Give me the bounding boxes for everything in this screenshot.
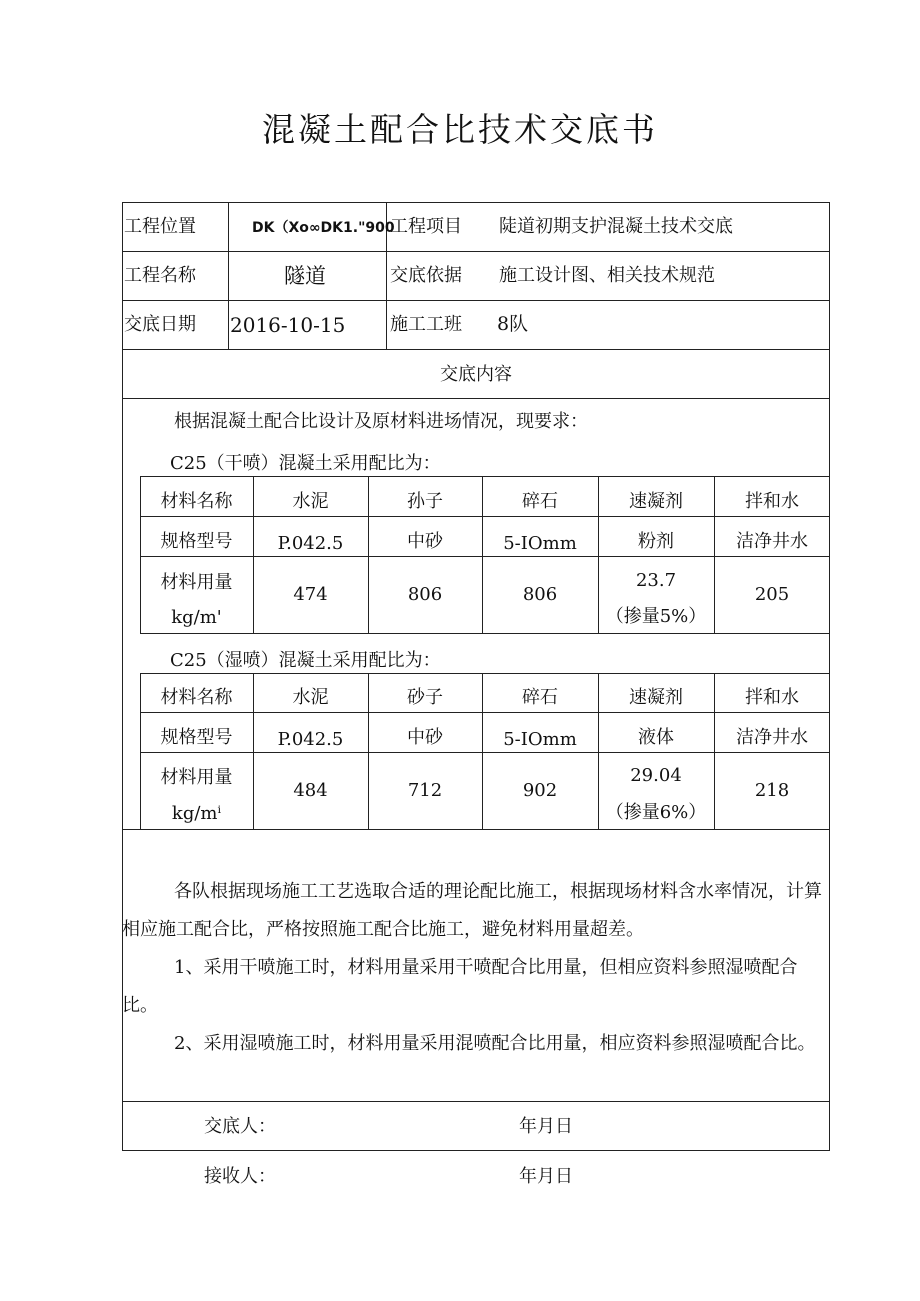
table-header-cell: 速凝剂 [629, 491, 683, 512]
row-divider [122, 1101, 830, 1102]
table-cell: 粉剂 [638, 531, 674, 552]
table-header-cell: 拌和水 [745, 687, 799, 708]
table-header-cell: 水泥 [292, 491, 329, 512]
table-line [140, 516, 830, 517]
table-cell: 29.04 [630, 765, 682, 786]
team-value: 8队 [497, 313, 529, 335]
table-cell: 218 [754, 780, 790, 801]
table-cell: 材料用量 [160, 767, 233, 788]
table-header-cell: 拌和水 [745, 491, 799, 512]
receiver-label: 接收人： [204, 1166, 276, 1187]
table-header-cell: 碎石 [522, 491, 558, 512]
paragraph: 各队根据现场施工工艺选取合适的理论配比施工，根据现场材料含水率情况，计算相应施工配合比，严格按照施工配合比施工，避免材料用量超差。 [122, 881, 822, 940]
basis-label: 交底依据 [390, 265, 462, 286]
table-header-cell: 材料名称 [160, 687, 233, 708]
instructions [122, 873, 830, 1063]
location-label: 工程位置 [124, 216, 196, 237]
table-cell: P.042.5 [277, 533, 344, 554]
location-value: DK（Xo∞DK1."900 [252, 220, 395, 236]
table-line [122, 829, 830, 830]
table-line [140, 476, 830, 477]
table-cell: 712 [407, 780, 443, 801]
table-line [140, 633, 830, 634]
table-header-cell: 速凝剂 [629, 687, 683, 708]
issuer-date: 年月日 [519, 1116, 573, 1137]
project-label: 工程项目 [390, 216, 462, 237]
table-cell: 474 [293, 584, 328, 605]
date-label: 交底日期 [124, 314, 196, 335]
table-cell: 材料用量 [160, 572, 233, 593]
table-cell: kg∕mⁱ [171, 803, 222, 824]
dry-mix-title: C25（干喷）混凝土采用配比为： [170, 453, 441, 474]
table-cell: 规格型号 [160, 531, 233, 552]
paragraph: 1、采用干喷施工时，材料用量采用干喷配合比用量，但相应资料参照湿喷配合比。 [122, 957, 798, 1016]
table-cell: 806 [407, 584, 443, 605]
table-cell: 484 [293, 780, 328, 801]
name-value: 隧道 [284, 264, 326, 288]
issuer-label: 交底人： [204, 1116, 276, 1137]
table-cell: 液体 [638, 727, 674, 748]
table-cell: 洁净井水 [736, 727, 808, 748]
table-header-cell: 孙子 [407, 491, 443, 512]
table-cell: 806 [522, 584, 558, 605]
table-header-cell: 砂子 [407, 687, 443, 708]
table-cell: 902 [522, 780, 558, 801]
table-line [140, 712, 830, 713]
date-value: 2016-10-15 [230, 313, 346, 337]
table-cell: （掺量5%） [605, 606, 707, 627]
table-cell: P.042.5 [277, 729, 344, 750]
wet-mix-title: C25（湿喷）混凝土采用配比为： [170, 650, 441, 671]
intro-text: 根据混凝土配合比设计及原材料进场情况，现要求： [174, 411, 588, 432]
table-cell: 5-IOmm [503, 533, 577, 554]
team-label: 施工工班 [390, 314, 462, 335]
content-heading: 交底内容 [440, 364, 512, 385]
table-cell: 23.7 [635, 570, 677, 591]
table-cell: 中砂 [407, 531, 443, 552]
table-header-cell: 水泥 [292, 687, 329, 708]
table-line [140, 673, 830, 674]
project-value: 陡道初期支护混凝土技术交底 [499, 216, 733, 237]
row-divider [122, 349, 830, 350]
table-cell: （掺量6%） [605, 802, 707, 823]
table-line [140, 752, 830, 753]
receiver-date: 年月日 [519, 1166, 573, 1187]
row-divider [122, 398, 830, 399]
table-header-cell: 碎石 [522, 687, 558, 708]
table-cell: 洁净井水 [736, 531, 808, 552]
basis-value: 施工设计图、相关技术规范 [499, 265, 715, 286]
table-cell: 中砂 [407, 727, 443, 748]
document-title: 混凝土配合比技术交底书 [262, 110, 658, 149]
paragraph: 2、采用湿喷施工时，材料用量采用混喷配合比用量，相应资料参照湿喷配合比。 [174, 1033, 816, 1054]
table-line [140, 556, 830, 557]
name-label: 工程名称 [124, 265, 196, 286]
column-divider [228, 202, 229, 349]
table-cell: kg∕m' [171, 607, 222, 628]
table-cell: 205 [754, 584, 790, 605]
table-cell: 规格型号 [160, 727, 233, 748]
table-header-cell: 材料名称 [160, 491, 233, 512]
table-cell: 5-IOmm [503, 729, 577, 750]
